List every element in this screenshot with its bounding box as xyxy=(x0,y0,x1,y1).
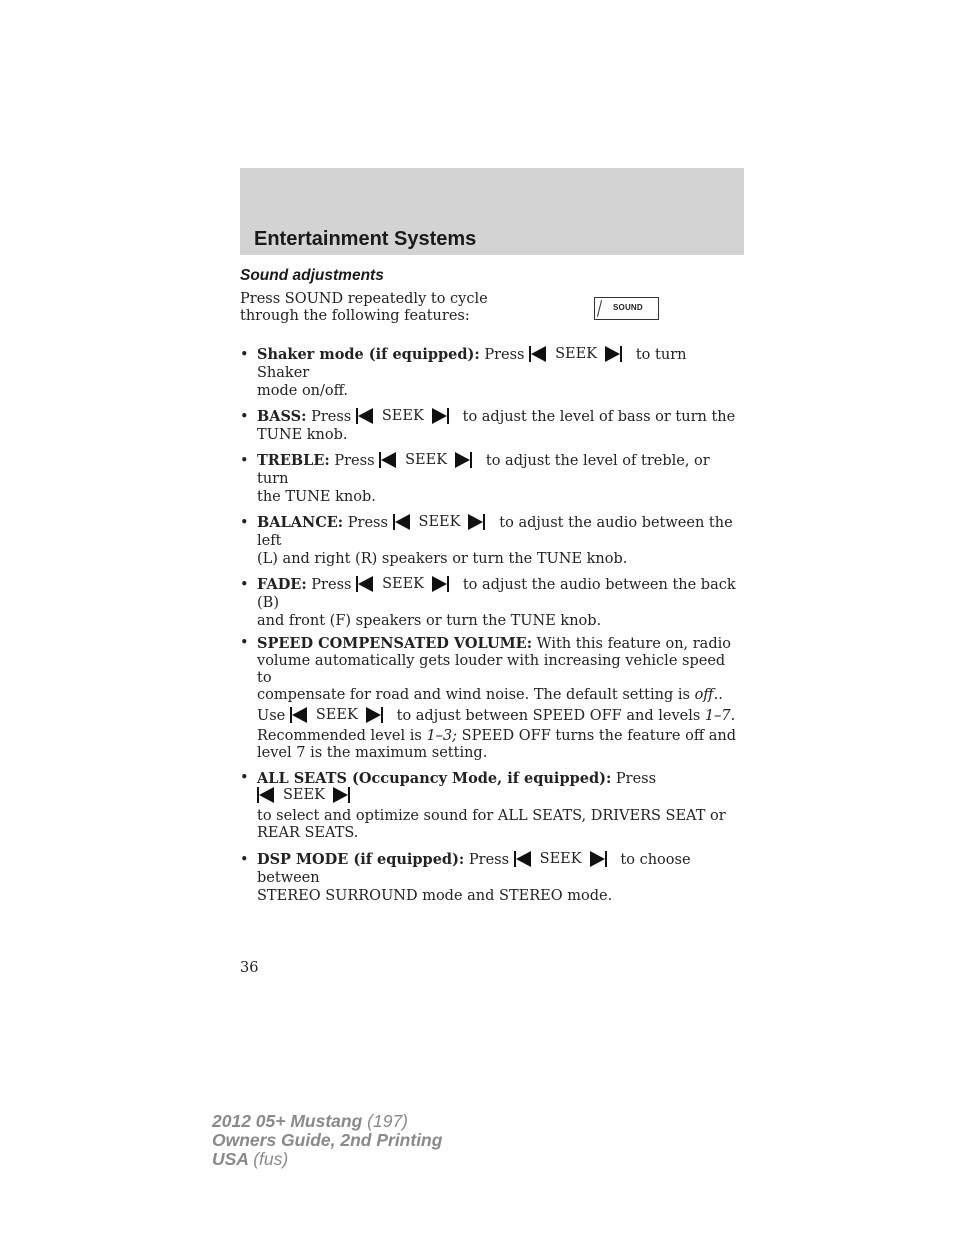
seek-forward-icon xyxy=(431,575,449,593)
seek-control: SEEK xyxy=(356,407,449,425)
sound-button-icon xyxy=(594,297,659,320)
list-item-shaker: • Shaker mode (if equipped): Press SEEK to turn Shaker mode on/off. xyxy=(240,345,687,399)
seek-control: SEEK xyxy=(257,786,350,804)
sound-button-label: SOUND xyxy=(613,303,643,312)
list-item-all-seats: • ALL SEATS (Occupancy Mode, if equipped): Press SEEK to select and optimize sound for ALL SEATS, DRIVERS SEAT or REAR SEATS. xyxy=(240,770,726,841)
list-item-treble: • TREBLE: Press SEEK to adjust the level of treble, or turn the TUNE knob. xyxy=(240,451,710,505)
seek-forward-icon xyxy=(454,451,472,469)
list-item-speed-compensated-volume: • SPEED COMPENSATED VOLUME: With this feature on, radio volume automatically gets louder with increasing vehicle speed to compensate for road and wind noise. The default setting is off.. Use SEEK to adjust between SPEED OFF and levels 1–7. Recommended level is 1–3; SPEED OFF turns the feature off and level 7 is the maximum setting. xyxy=(240,635,736,761)
seek-control: SEEK xyxy=(379,451,472,469)
seek-forward-icon xyxy=(431,407,449,425)
seek-control: SEEK xyxy=(514,850,607,868)
list-item-dsp-mode: • DSP MODE (if equipped): Press SEEK to choose between STEREO SURROUND mode and STEREO mode. xyxy=(240,850,691,904)
seek-back-icon xyxy=(257,786,275,804)
seek-forward-icon xyxy=(604,345,622,363)
list-item-bass: • BASS: Press SEEK to adjust the level of bass or turn the TUNE knob. xyxy=(240,407,736,443)
seek-forward-icon xyxy=(467,513,485,531)
seek-control: SEEK xyxy=(393,513,486,531)
seek-back-icon xyxy=(529,345,547,363)
intro-paragraph: Press SOUND repeatedly to cycle through the following features: xyxy=(240,291,488,324)
page-number: 36 xyxy=(240,960,259,976)
seek-back-icon xyxy=(290,706,308,724)
seek-forward-icon xyxy=(332,786,350,804)
list-item-fade: • FADE: Press SEEK to adjust the audio between the back (B) and front (F) speakers or turn the TUNE knob. xyxy=(240,575,736,629)
seek-back-icon xyxy=(393,513,411,531)
list-item-balance: • BALANCE: Press SEEK to adjust the audio between the left (L) and right (R) speakers or turn the TUNE knob. xyxy=(240,513,733,567)
seek-forward-icon xyxy=(589,850,607,868)
seek-control: SEEK xyxy=(356,575,449,593)
seek-control: SEEK xyxy=(290,706,383,724)
subsection-title: Sound adjustments xyxy=(240,267,384,284)
seek-control: SEEK xyxy=(529,345,622,363)
feature-list xyxy=(240,346,740,905)
seek-back-icon xyxy=(356,407,374,425)
seek-forward-icon xyxy=(365,706,383,724)
seek-back-icon xyxy=(514,850,532,868)
seek-back-icon xyxy=(379,451,397,469)
document-footer: 2012 05+ Mustang (197) Owners Guide, 2nd Printing USA (fus) xyxy=(212,1111,443,1169)
section-title: Entertainment Systems xyxy=(254,228,477,250)
seek-back-icon xyxy=(356,575,374,593)
